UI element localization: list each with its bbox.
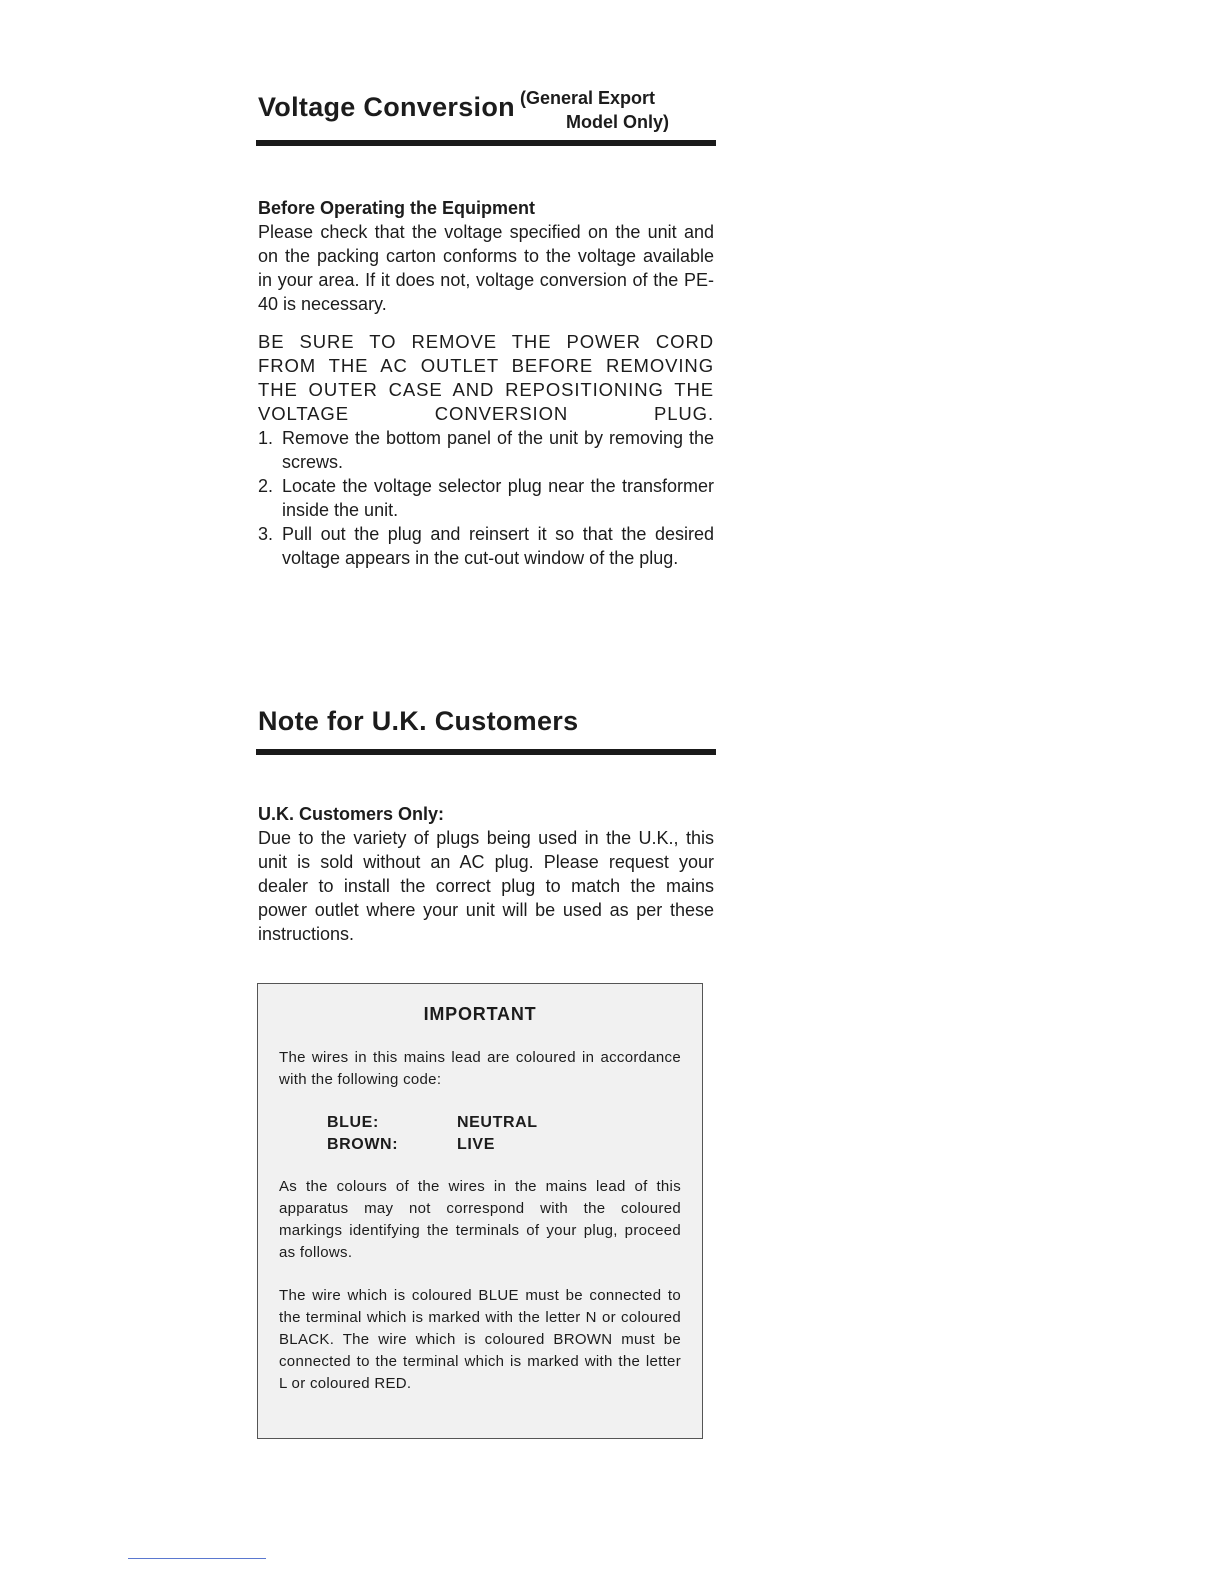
voltage-intro-paragraph: Please check that the voltage specified on the unit and on the packing carton conforms to the voltage available in your area. If it does not, voltage conversion of the PE-40 is necessary.: [258, 222, 714, 314]
title-rule: [256, 140, 716, 146]
code-row-brown: BROWN: LIVE: [327, 1136, 495, 1153]
wiring-instructions-paragraph: The wire which is coloured BLUE must be connected to the terminal which is marked with the letter N or coloured BLACK. The wire which is coloured BROWN must be connected to the terminal which is marked with the letter L or coloured RED.: [279, 1287, 681, 1392]
uk-customers-title: Note for U.K. Customers: [258, 706, 579, 736]
note-line-2: Model Only): [566, 112, 669, 132]
important-box: [257, 983, 703, 1439]
power-cord-warning: BE SURE TO REMOVE THE POWER CORD FROM THE AC OUTLET BEFORE REMOVING THE OUTER CASE AND REPOSITIONING THE VOLTAGE CONVERSION PLUG.: [258, 331, 714, 424]
step-item: 1. Remove the bottom panel of the unit by removing the screws.: [258, 428, 714, 472]
note-line-1: (General Export: [520, 88, 656, 108]
voltage-conversion-body: [258, 196, 714, 570]
before-operating-heading: Before Operating the Equipment: [258, 198, 536, 218]
conversion-steps: [258, 426, 714, 570]
wire-code-paragraph: The wires in this mains lead are coloured in accordance with the following code:: [279, 1049, 681, 1088]
uk-title-rule: [256, 749, 716, 755]
general-export-note: [520, 86, 669, 134]
colours-mismatch-paragraph: As the colours of the wires in the mains lead of this apparatus may not correspond with the coloured markings identifying the terminals of your plug, proceed as follows.: [279, 1178, 681, 1261]
uk-intro-paragraph: Due to the variety of plugs being used in the U.K., this unit is sold without an AC plug. Please request your dealer to install the correct plug to match the mains power outlet where your unit will be used as per these instructions.: [258, 828, 714, 944]
step-item: 3. Pull out the plug and reinsert it so that the desired voltage appears in the cut-out window of the plug.: [258, 524, 714, 568]
voltage-conversion-title: Voltage Conversion: [258, 92, 515, 122]
wire-color-codes: [327, 1112, 681, 1156]
step-item: 2. Locate the voltage selector plug near the transformer inside the unit.: [258, 476, 714, 520]
uk-only-heading: U.K. Customers Only:: [258, 804, 445, 824]
code-row-blue: BLUE: NEUTRAL: [327, 1114, 538, 1131]
important-heading: IMPORTANT: [423, 1004, 537, 1024]
page-footer-line: [128, 1558, 266, 1559]
uk-customers-body: [258, 802, 714, 946]
